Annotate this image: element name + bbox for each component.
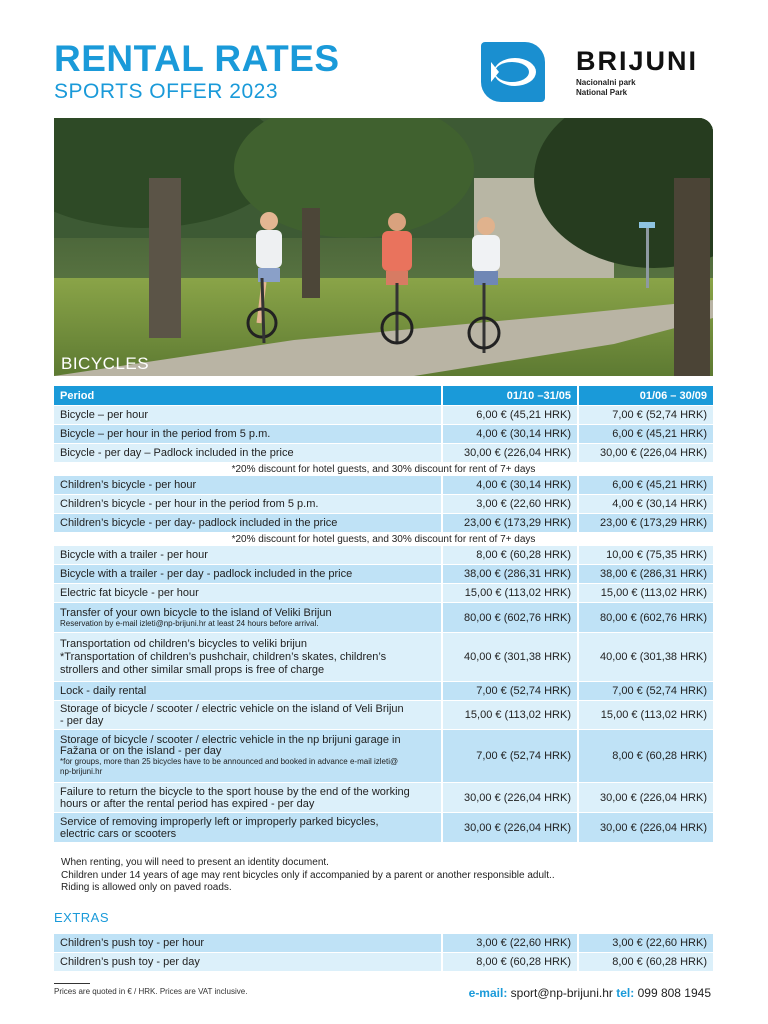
email-link[interactable]: sport@np-brijuni.hr [510,986,613,1000]
table-row: Bicycle with a trailer - per hour 8,00 € (60,28 HRK) 10,00 € (75,35 HRK) [54,546,713,564]
page-title: RENTAL RATES [54,38,340,79]
table-header-row [54,386,713,405]
table-row: Children’s bicycle - per hour 4,00 € (30,14 HRK) 6,00 € (45,21 HRK) [54,476,713,494]
table-row: Children’s push toy - per day 8,00 € (60,28 HRK) 8,00 € (60,28 HRK) [54,953,713,971]
table-row: Service of removing improperly left or improperly parked bicycles, electric cars or scooters 30,00 € (226,04 HRK) 30,00 € (226,04 HRK) [54,813,713,842]
table-row: Bicycle – per hour in the period from 5 p.m. 4,00 € (30,14 HRK) 6,00 € (45,21 HRK) [54,425,713,443]
table-row: Lock - daily rental 7,00 € (52,74 HRK) 7,00 € (52,74 HRK) [54,682,713,700]
column-header-season-2: 01/06 – 30/09 [579,386,713,405]
table-row: Children’s bicycle - per hour in the period from 5 p.m. 3,00 € (22,60 HRK) 4,00 € (30,14 HRK) [54,495,713,513]
table-row: Transportation od children’s bicycles to veliki brijun *Transportation of children’s pushchair, children’s skates, children’s strollers and other similar small props is free of charge 40,00 € (301,38 HRK) 40,00 € (301,38 HRK) [54,633,713,681]
bicycle-rates-table [54,385,713,843]
footnote-divider [54,983,90,984]
discount-note: *20% discount for hotel guests, and 30% discount for rent of 7+ days [54,533,713,545]
fish-icon [487,52,539,92]
footnotes: When renting, you will need to present an identity document. Children under 14 years of age may rent bicycles only if accompanied by a parent or another responsible adult.. Riding is allowed only on paved roads. [61,857,555,893]
table-row: Children’s bicycle - per day- padlock included in the price 23,00 € (173,29 HRK) 23,00 € (173,29 HRK) [54,514,713,532]
tel-label: tel: [616,986,635,1000]
prices-note: Prices are quoted in € / HRK. Prices are VAT inclusive. [54,987,248,996]
table-row: Storage of bicycle / scooter / electric vehicle in the np brijuni garage in Fažana or on the island - per day *for groups, more than 25 bicycles have to be announced and booked in advance e-mail izleti@ np-brijuni.hr 7,00 € (52,74 HRK) 8,00 € (60,28 HRK) [54,730,713,782]
hero-photo [54,118,713,376]
contact-info [469,986,711,1000]
brand-subtitle: Nacionalni park National Park [576,78,636,97]
table-row: Bicycle with a trailer - per day - padlock included in the price 38,00 € (286,31 HRK) 38,00 € (286,31 HRK) [54,565,713,583]
section-label-bicycles: BICYCLES [61,354,150,373]
brijuni-logo [481,42,545,102]
table-row: Failure to return the bicycle to the sport house by the end of the working hours or after the rental period has expired - per day 30,00 € (226,04 HRK) 30,00 € (226,04 HRK) [54,783,713,812]
table-row: Electric fat bicycle - per hour 15,00 € (113,02 HRK) 15,00 € (113,02 HRK) [54,584,713,602]
column-header-season-1: 01/10 –31/05 [443,386,579,405]
table-row: Transfer of your own bicycle to the island of Veliki Brijun Reservation by e-mail izleti@np-brijuni.hr at least 24 hours before arrival. 80,00 € (602,76 HRK) 80,00 € (602,76 HRK) [54,603,713,632]
brand-name: BRIJUNI [576,46,699,76]
phone-number[interactable]: 099 808 1945 [637,986,711,1000]
table-row: Storage of bicycle / scooter / electric vehicle on the island of Veli Brijun - per day 15,00 € (113,02 HRK) 15,00 € (113,02 HRK) [54,701,713,729]
page-subtitle: SPORTS OFFER 2023 [54,80,279,103]
discount-note: *20% discount for hotel guests, and 30% discount for rent of 7+ days [54,463,713,475]
table-row: Bicycle - per day – Padlock included in the price 30,00 € (226,04 HRK) 30,00 € (226,04 HRK) [54,444,713,462]
email-label: e-mail: [468,986,508,1000]
table-row: Bicycle – per hour 6,00 € (45,21 HRK) 7,00 € (52,74 HRK) [54,406,713,424]
table-row: Children’s push toy - per hour 3,00 € (22,60 HRK) 3,00 € (22,60 HRK) [54,934,713,952]
extras-table [54,933,713,972]
column-header-period: Period [54,386,443,405]
extras-title: EXTRAS [54,910,110,925]
